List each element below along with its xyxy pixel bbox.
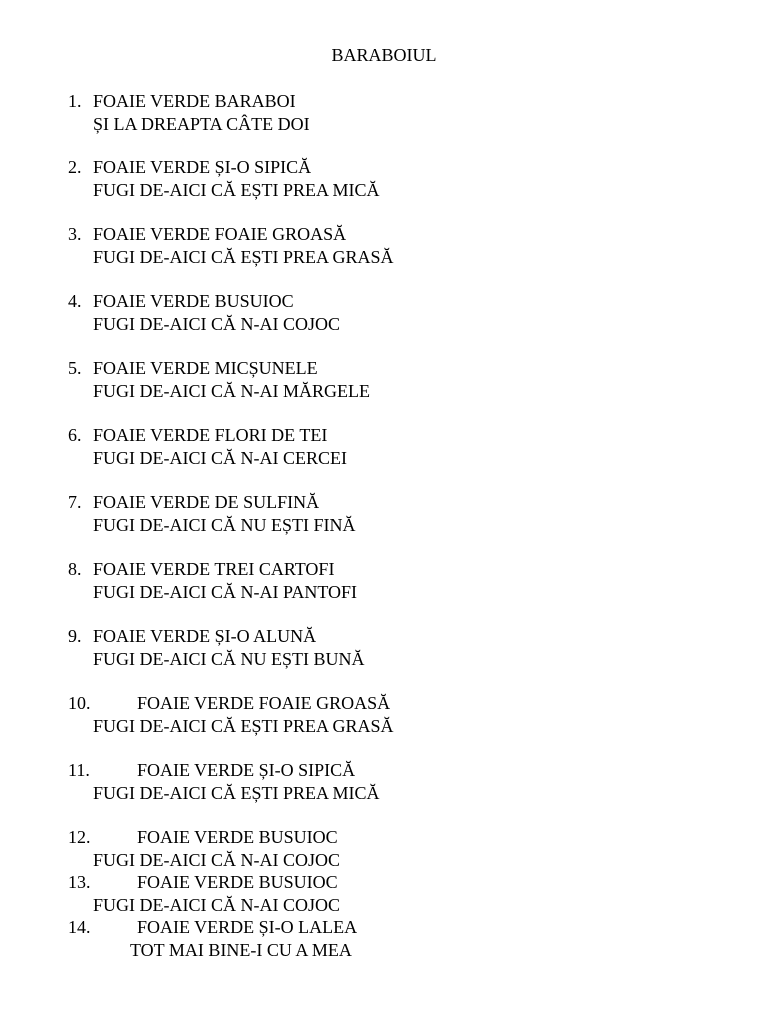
verse-number: 4.	[68, 291, 82, 311]
verse-line-2: ȘI LA DREAPTA CÂTE DOI	[93, 114, 310, 134]
verse-number: 6.	[68, 425, 82, 445]
verse-line-2: FUGI DE-AICI CĂ NU EȘTI FINĂ	[93, 515, 356, 535]
verse-line-2: FUGI DE-AICI CĂ EȘTI PREA GRASĂ	[93, 247, 394, 267]
verse-line-2: FUGI DE-AICI CĂ EȘTI PREA MICĂ	[93, 180, 380, 200]
verse-number: 2.	[68, 157, 82, 177]
verse-number: 13.	[68, 872, 91, 892]
verse-line-2: FUGI DE-AICI CĂ N-AI COJOC	[93, 314, 340, 334]
verse-number: 7.	[68, 492, 82, 512]
verse-number: 14.	[68, 917, 91, 937]
verse-line-1: FOAIE VERDE MICȘUNELE	[93, 358, 318, 378]
verse-line-1: FOAIE VERDE FOAIE GROASĂ	[137, 693, 391, 713]
verse-line-1: FOAIE VERDE BUSUIOC	[137, 827, 338, 847]
verse-line-1: FOAIE VERDE FLORI DE TEI	[93, 425, 328, 445]
verse-line-1: FOAIE VERDE ȘI-O SIPICĂ	[93, 157, 312, 177]
verse-number: 11.	[68, 760, 90, 780]
verse-number: 3.	[68, 224, 82, 244]
verse-number: 12.	[68, 827, 91, 847]
verse-line-2: FUGI DE-AICI CĂ N-AI COJOC	[93, 850, 340, 870]
verse-number: 1.	[68, 91, 82, 111]
verse-line-1: FOAIE VERDE DE SULFINĂ	[93, 492, 320, 512]
verse-line-1: FOAIE VERDE BARABOI	[93, 91, 296, 111]
verse-number: 9.	[68, 626, 82, 646]
verse-line-1: FOAIE VERDE TREI CARTOFI	[93, 559, 335, 579]
document-title: BARABOIUL	[331, 45, 437, 65]
verse-line-2: FUGI DE-AICI CĂ N-AI COJOC	[93, 895, 340, 915]
verse-number: 10.	[68, 693, 91, 713]
verse-line-2: FUGI DE-AICI CĂ NU EȘTI BUNĂ	[93, 649, 365, 669]
verse-number: 5.	[68, 358, 82, 378]
verse-line-2: FUGI DE-AICI CĂ EȘTI PREA GRASĂ	[93, 716, 394, 736]
verse-line-1: FOAIE VERDE FOAIE GROASĂ	[93, 224, 347, 244]
verse-line-1: FOAIE VERDE ȘI-O SIPICĂ	[137, 760, 356, 780]
verse-line-1: FOAIE VERDE ȘI-O LALEA	[137, 917, 358, 937]
verse-line-1: FOAIE VERDE BUSUIOC	[93, 291, 294, 311]
verse-line-1: FOAIE VERDE ȘI-O ALUNĂ	[93, 626, 317, 646]
verse-line-2: FUGI DE-AICI CĂ N-AI MĂRGELE	[93, 381, 370, 401]
verse-line-2: FUGI DE-AICI CĂ EȘTI PREA MICĂ	[93, 783, 380, 803]
verse-line-2: FUGI DE-AICI CĂ N-AI PANTOFI	[93, 582, 358, 602]
verse-line-2: FUGI DE-AICI CĂ N-AI CERCEI	[93, 448, 347, 468]
verse-line-1: FOAIE VERDE BUSUIOC	[137, 872, 338, 892]
verse-number: 8.	[68, 559, 82, 579]
verse-line-2: TOT MAI BINE-I CU A MEA	[130, 940, 352, 960]
